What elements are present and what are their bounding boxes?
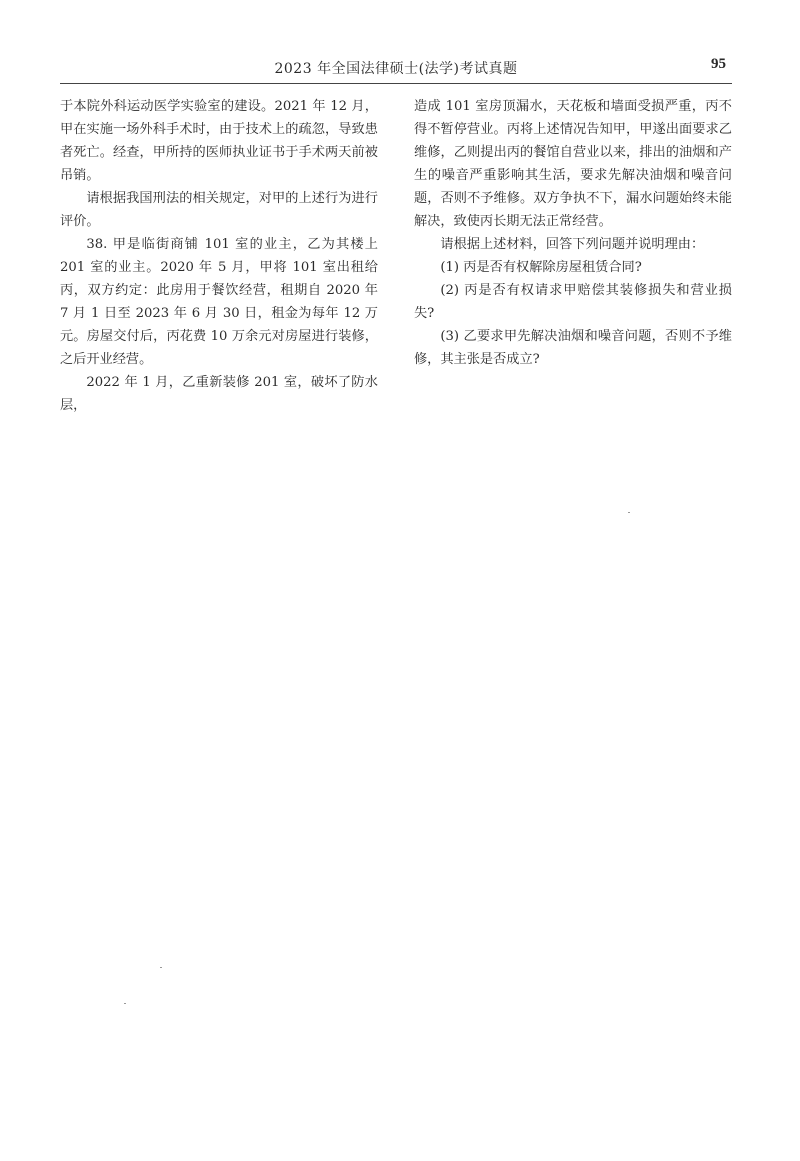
sub-question-2: (2) 丙是否有权请求甲赔偿其装修损失和营业损失? [414,283,732,321]
paragraph-continuation: 于本院外科运动医学实验室的建设。2021 年 12 月，甲在实施一场外科手术时，由于技术上的疏忽，导致患者死亡。经查，甲所持的医师执业证书于手术两天前被吊销。 [60,99,378,183]
question-38-facts-continued: 造成 101 室房顶漏水，天花板和墙面受损严重，丙不得不暂停营业。丙将上述情况告知甲，甲遂出面要求乙维修，乙则提出丙的餐馆自营业以来，排出的油烟和产生的噪音严重影响其生活，要求先解决油烟和噪音问题，否则不予维修。双方争执不下，漏水问题始终未能解决，致使丙长期无法正常经营。 [414,99,732,229]
header-rule [60,83,732,84]
left-column [60,95,378,417]
right-column [414,95,732,371]
question-38-intro: 38. 甲是临街商铺 101 室的业主，乙为其楼上 201 室的业主。2020 年 5 月，甲将 101 室出租给丙，双方约定：此房用于餐饮经营，租期自 2020 年 7 月 1 日至 2023 年 6 月 30 日，租金为每年 12 万元。房屋交付后，丙花费 10 万余元对房屋进行装修，之后开业经营。 [60,237,378,367]
sub-question-3: (3) 乙要求甲先解决油烟和噪音问题，否则不予维修，其主张是否成立? [414,329,732,367]
question-38-instruction: 请根据上述材料，回答下列问题并说明理由： [440,237,705,252]
page-header [60,56,732,84]
scan-speck [160,967,162,968]
header-title: 2023 年全国法律硕士(法学)考试真题 [274,61,518,77]
question-38-facts: 2022 年 1 月，乙重新装修 201 室，破坏了防水层， [60,375,378,413]
scan-speck [124,1003,126,1004]
scan-speck [628,512,630,513]
sub-question-1: (1) 丙是否有权解除房屋租赁合同? [440,260,642,275]
page-number: 95 [711,56,726,72]
question-instruction: 请根据我国刑法的相关规定，对甲的上述行为进行评价。 [60,191,378,229]
